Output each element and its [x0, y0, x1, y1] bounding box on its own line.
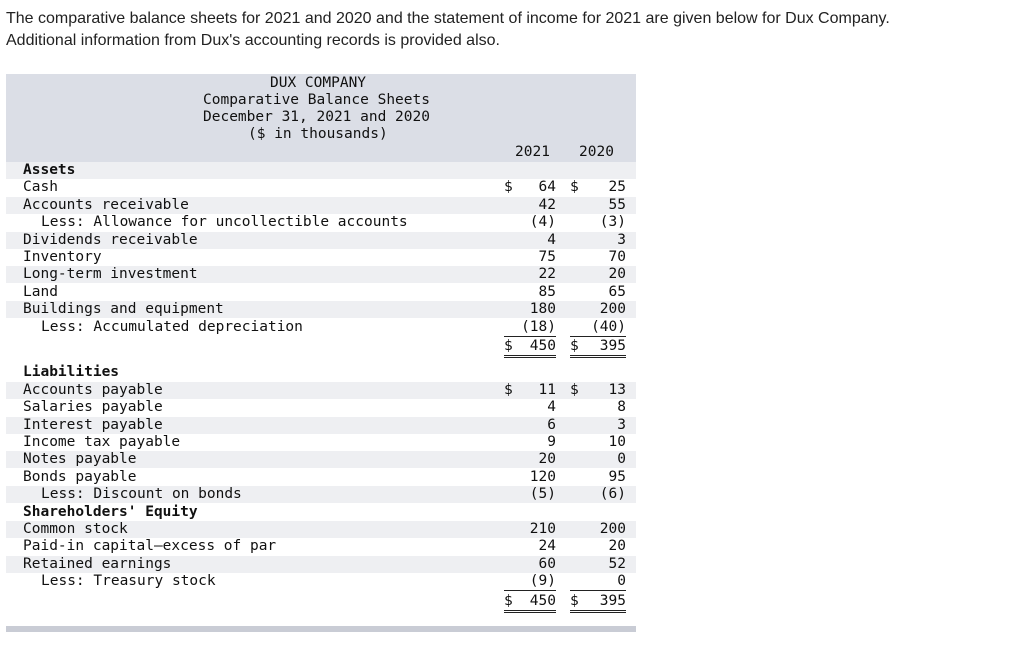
amount-2021-cell [504, 434, 556, 451]
dollar-sign: $ [570, 338, 579, 354]
amount-2020-value: 200 [599, 521, 626, 537]
amount-2021-cell [504, 319, 556, 337]
amount-2020-cell [570, 301, 626, 318]
amount-2021-value: 210 [529, 521, 556, 537]
line-item-label: Buildings and equipment [23, 301, 224, 318]
amount-2021-cell [504, 521, 556, 538]
amount-2020-value: 3 [617, 416, 626, 433]
line-item-label: Less: Discount on bonds [41, 486, 242, 503]
amount-2020-value: (3) [599, 214, 626, 231]
line-item-label: Dividends receivable [23, 231, 198, 248]
total-assets-2020-value: 395 [599, 338, 626, 354]
total-liabilities-equity-2021-cell [504, 593, 556, 613]
amount-2021-cell [504, 573, 556, 591]
total-liabilities-equity-2021-value: 450 [529, 592, 556, 609]
line-item-label: Bonds payable [23, 468, 137, 485]
amount-2020-value: 70 [608, 249, 626, 265]
amount-2020-cell [570, 232, 626, 249]
line-item-label: Less: Allowance for uncollectible accounts [41, 214, 408, 231]
amount-2021-cell [504, 197, 556, 214]
amount-2020-value: 55 [608, 196, 626, 213]
line-item-label: Land [23, 283, 58, 300]
equity-heading: Shareholders' Equity [23, 503, 198, 520]
amount-2021-cell [504, 232, 556, 249]
amount-2021-cell [504, 266, 556, 283]
line-item-row [6, 284, 636, 301]
amount-2020-value: (40) [591, 318, 626, 335]
line-item-label: Salaries payable [23, 399, 163, 416]
amount-2021-value: 42 [538, 196, 556, 213]
amount-2021-cell [504, 469, 556, 486]
problem-intro [6, 8, 1021, 52]
amount-2020-value: 95 [608, 468, 626, 485]
amount-2021-value: (4) [529, 214, 556, 231]
line-item-row [6, 538, 636, 555]
amount-2021-value: 180 [529, 301, 556, 318]
total-liabilities-equity-2020-cell [570, 593, 626, 613]
line-item-row [6, 197, 636, 214]
amount-2021-cell [504, 249, 556, 266]
dollar-sign: $ [504, 179, 513, 196]
amount-2020-cell [570, 319, 626, 337]
amount-2021-value: 20 [538, 451, 556, 468]
amount-2020-cell [570, 382, 626, 399]
balance-sheet [6, 74, 636, 632]
amount-2021-value: (18) [521, 318, 556, 335]
amount-2021-cell [504, 486, 556, 503]
line-item-row [6, 399, 636, 416]
amount-2020-value: 65 [608, 283, 626, 300]
amount-2020-value: 13 [608, 381, 626, 398]
total-liabilities-equity-2020-value: 395 [599, 592, 626, 609]
liabilities-heading: Liabilities [23, 364, 120, 381]
amount-2021-value: 4 [547, 399, 556, 416]
line-item-label: Cash [23, 179, 58, 196]
amount-2021-value: 75 [538, 249, 556, 265]
line-item-row [6, 556, 636, 573]
line-item-row [6, 214, 636, 231]
company-name: DUX COMPANY [270, 75, 367, 91]
line-item-row [6, 521, 636, 538]
amount-2020-value: 200 [599, 301, 626, 318]
amount-2021-value: 11 [538, 381, 556, 398]
amount-2021-cell [504, 179, 556, 196]
amount-2020-cell [570, 434, 626, 451]
amount-2020-value: 20 [608, 538, 626, 555]
amount-2021-cell [504, 301, 556, 318]
amount-2021-value: 85 [538, 283, 556, 300]
total-assets-2021-value: 450 [529, 338, 556, 354]
amount-2021-cell [504, 284, 556, 301]
amount-2020-cell [570, 284, 626, 301]
amount-2020-cell [570, 249, 626, 266]
dollar-sign: $ [504, 592, 513, 609]
amount-2021-cell [504, 556, 556, 573]
amount-2021-cell [504, 214, 556, 231]
line-item-row [6, 301, 636, 318]
amount-2020-cell [570, 469, 626, 486]
line-item-row [6, 232, 636, 249]
total-assets-2021-cell [504, 338, 556, 358]
dollar-sign: $ [504, 338, 513, 354]
column-header-2020: 2020 [579, 144, 614, 160]
line-item-label: Common stock [23, 521, 128, 537]
line-item-row [6, 469, 636, 486]
amount-2021-value: 22 [538, 266, 556, 283]
liabilities-heading-row [6, 364, 636, 381]
line-item-row [6, 319, 636, 336]
line-item-label: Less: Treasury stock [41, 573, 216, 590]
line-item-label: Less: Accumulated depreciation [41, 318, 303, 335]
amount-2021-cell [504, 417, 556, 434]
dollar-sign: $ [504, 381, 513, 398]
amount-2020-value: 10 [608, 434, 626, 450]
amount-2021-value: 60 [538, 555, 556, 572]
line-item-row [6, 434, 636, 451]
amount-2020-value: 0 [617, 451, 626, 468]
dollar-sign: $ [570, 179, 579, 196]
amount-2020-cell [570, 521, 626, 538]
line-item-row [6, 417, 636, 434]
line-item-label: Accounts receivable [23, 196, 189, 213]
amount-2021-value: 6 [547, 416, 556, 433]
amount-2020-value: 20 [608, 266, 626, 283]
line-item-label: Retained earnings [23, 555, 172, 572]
line-item-row [6, 486, 636, 503]
amount-2020-cell [570, 538, 626, 555]
assets-heading-row [6, 162, 636, 179]
amount-2020-cell [570, 417, 626, 434]
line-item-row [6, 266, 636, 283]
assets-heading: Assets [23, 162, 76, 178]
amount-2020-cell [570, 179, 626, 196]
amount-2021-value: (5) [529, 486, 556, 503]
amount-2021-value: 4 [547, 231, 556, 248]
amount-2020-cell [570, 556, 626, 573]
equity-heading-row [6, 504, 636, 521]
total-liabilities-equity-row [6, 593, 636, 610]
amount-2021-value: 120 [529, 468, 556, 485]
line-item-label: Notes payable [23, 451, 137, 468]
amount-2021-cell [504, 451, 556, 468]
line-item-label: Long-term investment [23, 266, 198, 283]
line-item-row [6, 382, 636, 399]
intro-line-1: The comparative balance sheets for 2021 and 2020 and the statement of income for 2021 are given below for Dux Company. [6, 10, 890, 27]
line-item-label: Inventory [23, 249, 102, 265]
line-item-label: Income tax payable [23, 434, 181, 450]
amount-2020-cell [570, 573, 626, 591]
amount-2020-cell [570, 266, 626, 283]
dollar-sign: $ [570, 381, 579, 398]
amount-2021-cell [504, 538, 556, 555]
total-assets-row [6, 338, 636, 355]
statement-title: Comparative Balance Sheets [203, 92, 430, 108]
line-item-row [6, 573, 636, 590]
line-item-row [6, 249, 636, 266]
amount-2021-value: 64 [538, 179, 556, 196]
amount-2021-cell [504, 382, 556, 399]
amount-2020-value: 8 [617, 399, 626, 416]
amount-2020-cell [570, 214, 626, 231]
amount-2020-value: 3 [617, 231, 626, 248]
total-assets-2020-cell [570, 338, 626, 358]
amount-2021-cell [504, 399, 556, 416]
line-item-label: Accounts payable [23, 381, 163, 398]
amount-2020-cell [570, 399, 626, 416]
statement-units: ($ in thousands) [248, 126, 388, 142]
line-item-label: Paid-in capital—excess of par [23, 538, 277, 555]
intro-line-2: Additional information from Dux's accounting records is provided also. [6, 32, 500, 49]
amount-2020-cell [570, 197, 626, 214]
column-header-2021: 2021 [515, 144, 550, 160]
line-item-row [6, 451, 636, 468]
amount-2021-value: 9 [547, 434, 556, 450]
amount-2021-value: 24 [538, 538, 556, 555]
dollar-sign: $ [570, 592, 579, 609]
footer-bar [6, 626, 636, 632]
amount-2020-cell [570, 451, 626, 468]
amount-2020-value: 52 [608, 555, 626, 572]
amount-2020-value: 25 [608, 179, 626, 196]
amount-2020-value: (6) [599, 486, 626, 503]
amount-2020-value: 0 [617, 573, 626, 590]
statement-date: December 31, 2021 and 2020 [203, 109, 430, 125]
line-item-row [6, 179, 636, 196]
line-item-label: Interest payable [23, 416, 163, 433]
amount-2021-value: (9) [529, 573, 556, 590]
amount-2020-cell [570, 486, 626, 503]
